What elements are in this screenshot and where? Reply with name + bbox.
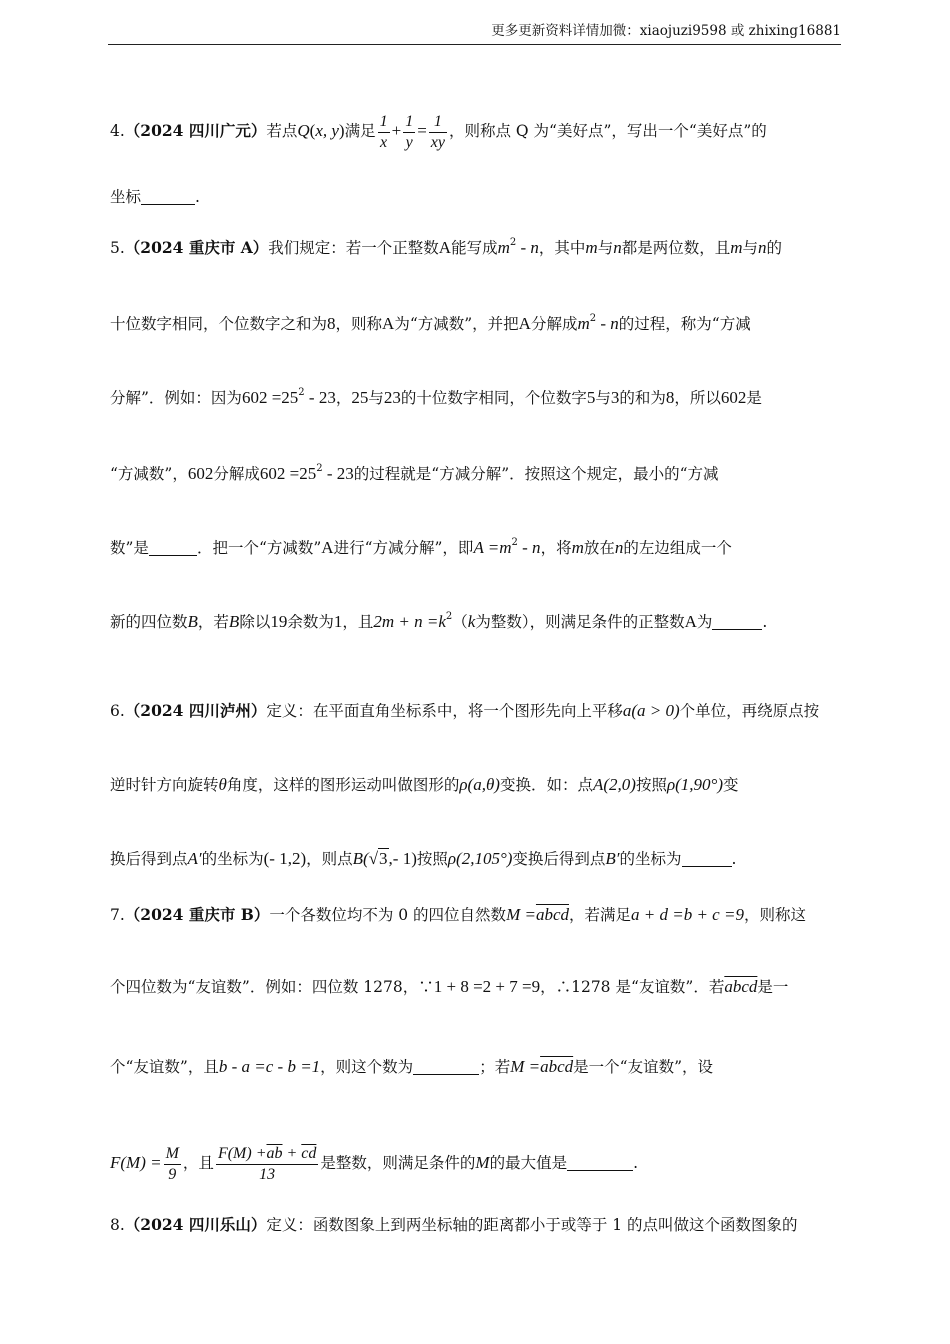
fraction-M-over-9: $\frac{M}{9}$ (165, 1144, 179, 1183)
answer-blank[interactable] (413, 1056, 479, 1075)
answer-blank[interactable] (567, 1152, 633, 1171)
q7-line-3: 个“友谊数”，且b - a =c - b =1，则这个数为 ；若M =abcd是一个“友谊数”，设 (110, 1057, 713, 1076)
page-header: 更多更新资料详情加微：xiaojuzi9598 或 zhixing16881 (108, 18, 841, 45)
q6-line-2: 逆时针方向旋转θ角度，这样的图形运动叫做图形的ρ(a,θ)变换．如：点A(2,0)按照ρ(1,90°)变 (110, 775, 739, 794)
q6-line-3: 换后得到点A′的坐标为(- 1,2)，则点B(√3,- 1)按照ρ(2,105°)变换后得到点B′的坐标为 . (110, 849, 737, 868)
answer-blank[interactable] (682, 848, 732, 867)
answer-blank[interactable] (149, 537, 197, 556)
q7-line-4: F(M) = $\frac{M}{9}$ ，且 $\frac{F(M) +\overline{ab} + \overline{cd}}{13}$ 是整数，则满足条件的M的最大值是 . (110, 1144, 639, 1183)
q4-line-1: 4.（2024 四川广元）若点Q(x, y)满足 $\frac{1}{x}$ + $\frac{1}{y}$ = $\frac{1}{xy}$ ，则称点 Q 为“美好点”，写出一个“美好点”的 (110, 112, 767, 151)
answer-blank[interactable] (141, 186, 195, 205)
q5-line-5: 数”是 ．把一个“方减数”A进行“方减分解”，即$A =m^2 - n$，将m放在n的左边组成一个 (110, 537, 732, 557)
q7-line-1: 7.（2024 重庆市 B）一个各数位均不为 0 的四位自然数M =abcd，若满足a + d =b + c =9，则称这 (110, 905, 806, 924)
q5-line-3: 分解”．例如：因为$602 =25^2 - 23$，25与23的十位数字相同，个位数字5与3的和为8，所以602是 (110, 387, 762, 407)
q5-line-6: 新的四位数B，若B除以19余数为1，且$2m + n =k^2(k$为整数），则满足条件的正整数A为 . (110, 611, 768, 631)
q6-line-1: 6.（2024 四川泸州）定义：在平面直角坐标系中，将一个图形先向上平移a(a > 0)个单位，再绕原点按 (110, 701, 820, 720)
fraction-F-over-13: $\frac{F(M) +\overline{ab} + \overline{cd}}{13}$ (217, 1144, 317, 1183)
fraction-1-over-y: $\frac{1}{y}$ (405, 112, 414, 151)
q5-line-1: 5.（2024 重庆市 A）我们规定：若一个正整数A能写成$m^2$ - n，其中m与n都是两位数，且m与n的 (110, 237, 783, 257)
fraction-1-over-xy: $\frac{1}{xy}$ (430, 112, 445, 151)
q7-line-2: 个四位数为“友谊数”．例如：四位数 1278，∵1 + 8 =2 + 7 =9，∴1278 是“友谊数”．若abcd是一 (110, 977, 789, 996)
fraction-1-over-x: $\frac{1}{x}$ (379, 112, 388, 151)
q8-line-1: 8.（2024 四川乐山）定义：函数图象上到两坐标轴的距离都小于或等于 1 的点叫做这个函数图象的 (110, 1215, 798, 1234)
q5-line-2: 十位数字相同，个位数字之和为8，则称A为“方减数”，并把A分解成$m^2$ - n的过程，称为“方减 (110, 313, 751, 333)
sqrt-3: √3 (368, 849, 388, 868)
answer-blank[interactable] (712, 611, 762, 630)
q5-line-4: “方减数”，602分解成$602 =25^2 - 23$的过程就是“方减分解”．按照这个规定，最小的“方减 (110, 463, 719, 483)
q4-line-2: 坐标 . (110, 188, 200, 206)
